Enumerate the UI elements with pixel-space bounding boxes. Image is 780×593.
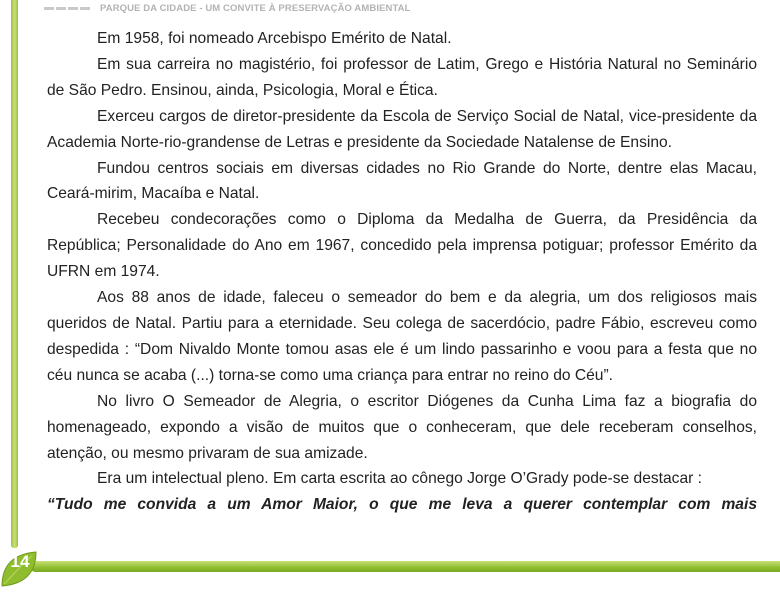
paragraph: Fundou centros sociais em diversas cidades no Rio Grande do Norte, dentre elas Macau, Ceará-mirim, Macaíba e Natal.: [47, 159, 757, 203]
paragraph: No livro O Semeador de Alegria, o escritor Diógenes da Cunha Lima faz a biografia do homenageado, expondo a visão de muitos que o conheceram, que dele receberam conselhos, atenção, ou mesmo privaram de sua amizade.: [47, 392, 757, 462]
paragraph: Em 1958, foi nomeado Arcebispo Emérito de Natal.: [97, 30, 452, 47]
page-number: 14: [10, 552, 30, 571]
header-dashes-ornament: [44, 7, 90, 10]
paragraph: Recebeu condecorações como o Diploma da Medalha de Guerra, da Presidência da República; Personalidade do Ano em 1967, concedido pela imprensa potiguar; professor Emérito da UFRN em 1974.: [47, 211, 757, 281]
running-header: [44, 1, 411, 15]
body-text: [47, 26, 757, 518]
paragraph: Exerceu cargos de diretor-presidente da Escola de Serviço Social de Natal, vice-presidente da Academia Norte-rio-grandense de Letras e presidente da Sociedade Natalense de Ensino.: [47, 107, 757, 151]
left-decorative-bar: [11, 0, 18, 548]
paragraph: Era um intelectual pleno. Em carta escrita ao cônego Jorge O’Grady pode-se destacar :: [97, 470, 703, 488]
footer-green-bar: [30, 561, 780, 572]
paragraph: Aos 88 anos de idade, faleceu o semeador do bem e da alegria, um dos religiosos mais queridos de Natal. Partiu para a eternidade. Seu colega de sacerdócio, padre Fábio, escreveu como despedida : “Dom Nivaldo Monte tomou asas ele é um lindo passarinho e voou para a festa que no céu nunca se acaba (...) torna-se como uma criança para entrar no reino do Céu”.: [47, 289, 757, 384]
header-title: PARQUE DA CIDADE - UM CONVITE À PRESERVAÇÃO AMBIENTAL: [100, 2, 411, 14]
quote-text: “Tudo me convida a um Amor Maior, o que me leva a querer contemplar com mais: [47, 496, 757, 514]
paragraph: Em sua carreira no magistério, foi professor de Latim, Grego e História Natural no Seminário de São Pedro. Ensinou, ainda, Psicologia, Moral e Ética.: [47, 55, 757, 99]
